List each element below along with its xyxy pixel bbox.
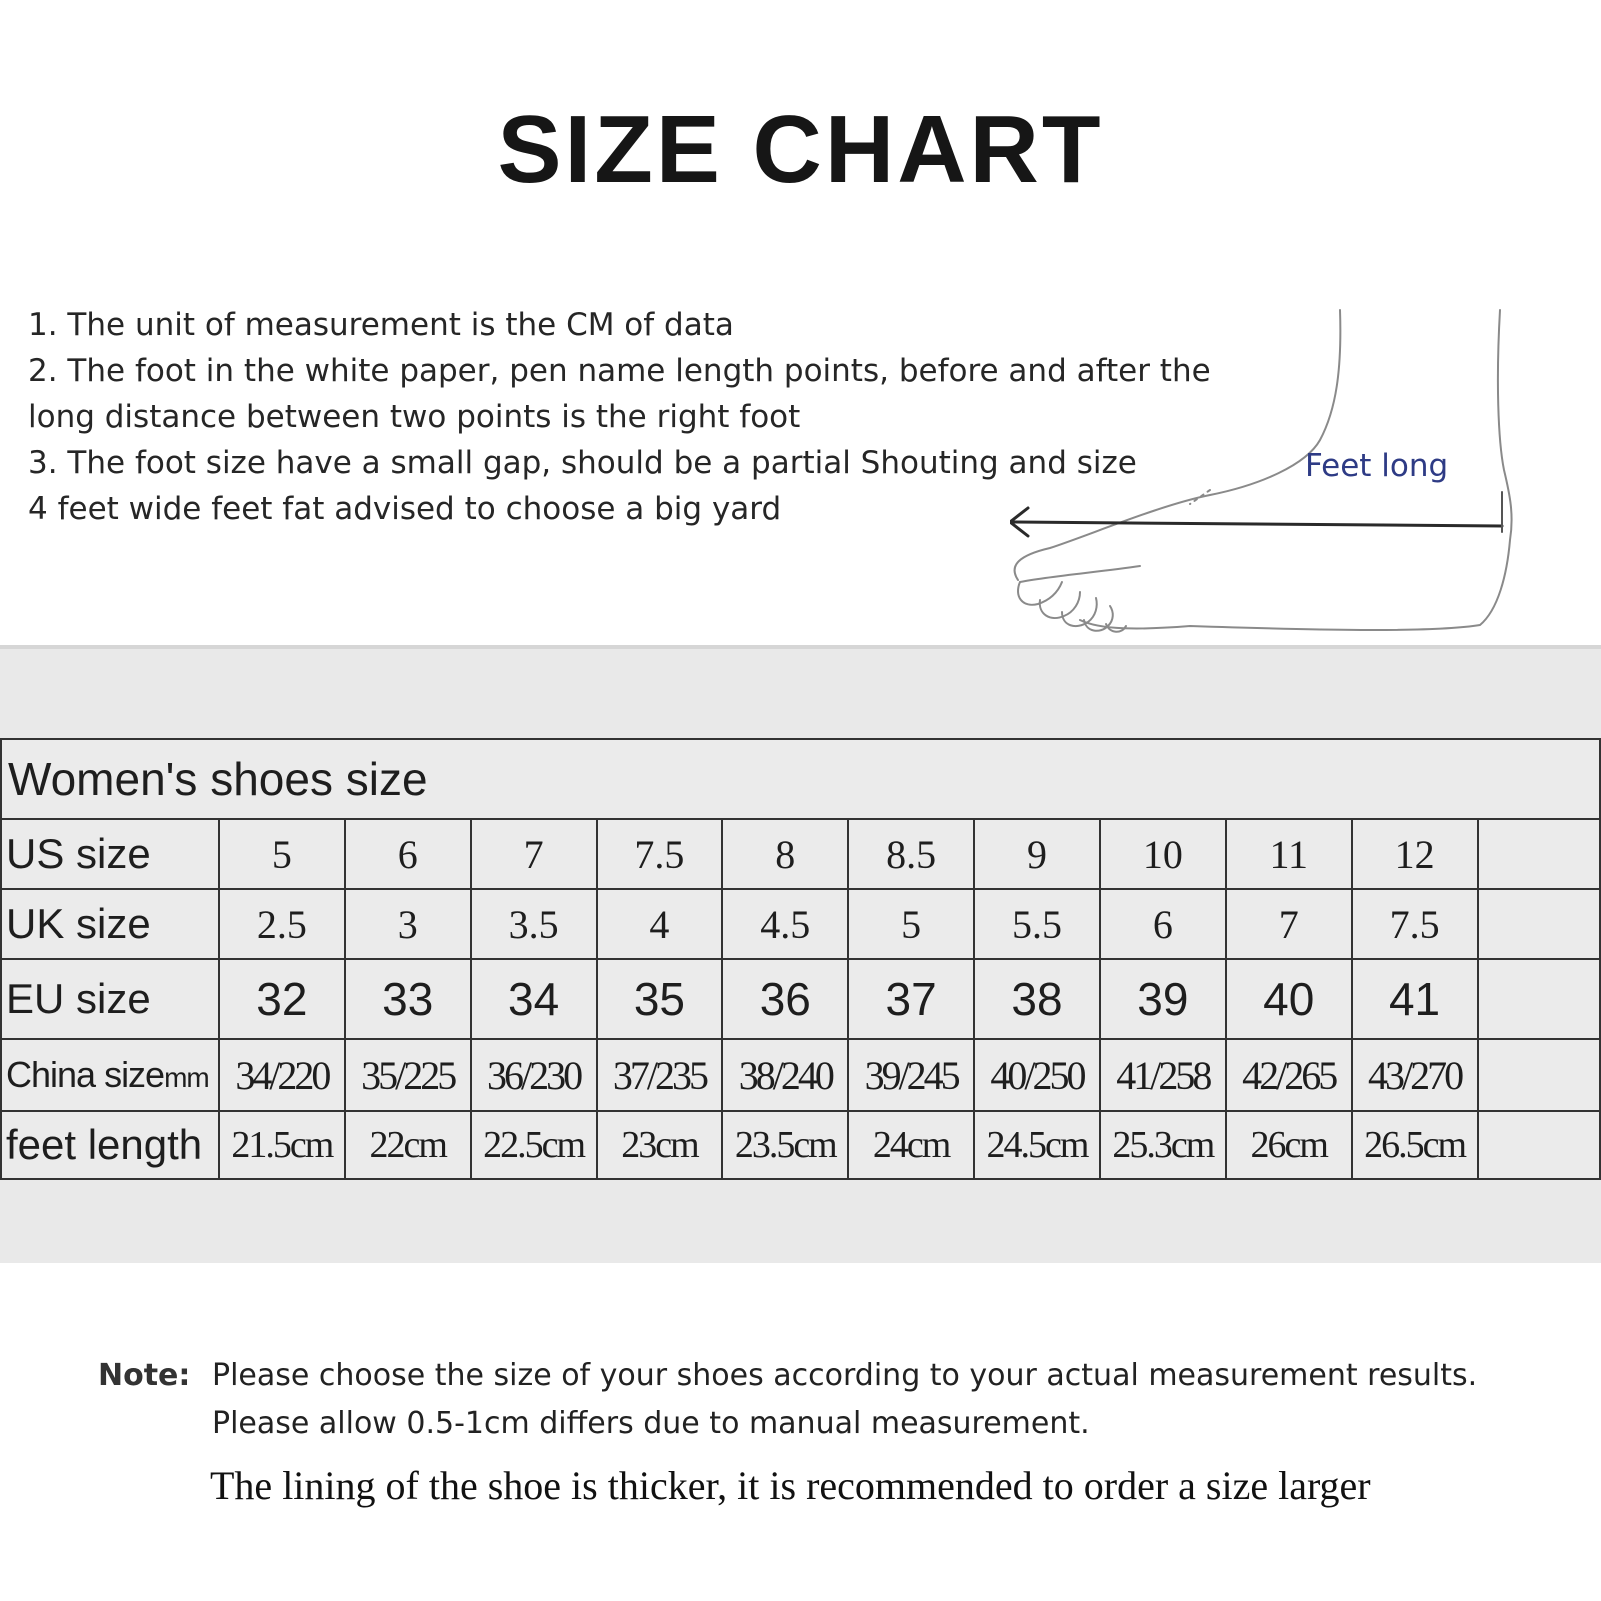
table-cell: 6 — [345, 819, 471, 889]
table-cell: 25.3cm — [1100, 1111, 1226, 1179]
table-cell: 32 — [219, 959, 345, 1039]
table-heading: Women's shoes size — [1, 739, 1600, 819]
table-cell: 26cm — [1226, 1111, 1352, 1179]
table-cell: 9 — [974, 819, 1100, 889]
instruction-item: 4 feet wide feet fat advised to choose a big yard — [28, 491, 782, 527]
band-edge-divider — [0, 645, 1601, 649]
table-cell: 35 — [597, 959, 723, 1039]
row-label-feet-length: feet length — [1, 1111, 219, 1179]
empty-cell — [1478, 1039, 1601, 1111]
table-cell: 24.5cm — [974, 1111, 1100, 1179]
table-cell: 7.5 — [1352, 889, 1478, 959]
table-cell: 38 — [974, 959, 1100, 1039]
table-cell: 37/235 — [597, 1039, 723, 1111]
table-cell: 39/245 — [848, 1039, 974, 1111]
table-cell: 4.5 — [722, 889, 848, 959]
table-cell: 5 — [848, 889, 974, 959]
lining-recommendation: The lining of the shoe is thicker, it is recommended to order a size larger — [210, 1463, 1371, 1508]
table-cell: 38/240 — [722, 1039, 848, 1111]
table-cell: 7.5 — [597, 819, 723, 889]
empty-cell — [1478, 819, 1601, 889]
empty-cell — [1478, 889, 1601, 959]
table-cell: 6 — [1100, 889, 1226, 959]
table-cell: 35/225 — [345, 1039, 471, 1111]
row-label-eu: EU size — [1, 959, 219, 1039]
table-cell: 36 — [722, 959, 848, 1039]
table-cell: 3 — [345, 889, 471, 959]
foot-measurement-illustration — [1010, 300, 1570, 650]
size-table — [0, 738, 1601, 1180]
table-cell: 23.5cm — [722, 1111, 848, 1179]
table-cell: 5.5 — [974, 889, 1100, 959]
table-cell: 22cm — [345, 1111, 471, 1179]
row-label-us: US size — [1, 819, 219, 889]
instruction-item: 1. The unit of measurement is the CM of data — [28, 307, 734, 343]
table-cell: 37 — [848, 959, 974, 1039]
table-cell: 8.5 — [848, 819, 974, 889]
table-cell: 11 — [1226, 819, 1352, 889]
table-cell: 43/270 — [1352, 1039, 1478, 1111]
table-cell: 34 — [471, 959, 597, 1039]
note-line: Please choose the size of your shoes according to your actual measurement results. — [212, 1358, 1478, 1393]
table-cell: 36/230 — [471, 1039, 597, 1111]
table-cell: 12 — [1352, 819, 1478, 889]
page-title: SIZE CHART — [497, 96, 1104, 203]
table-cell: 40/250 — [974, 1039, 1100, 1111]
instruction-item: long distance between two points is the right foot — [28, 399, 801, 435]
table-cell: 10 — [1100, 819, 1226, 889]
row-label-china-unit: mm — [164, 1062, 209, 1093]
table-cell: 8 — [722, 819, 848, 889]
empty-cell — [1478, 1111, 1601, 1179]
instruction-item: 3. The foot size have a small gap, should be a partial Shouting and size — [28, 445, 1137, 481]
row-label-uk: UK size — [1, 889, 219, 959]
table-cell: 21.5cm — [219, 1111, 345, 1179]
table-cell: 22.5cm — [471, 1111, 597, 1179]
table-row-feet-length — [1, 1111, 1600, 1179]
table-cell: 42/265 — [1226, 1039, 1352, 1111]
table-cell: 41 — [1352, 959, 1478, 1039]
table-cell: 7 — [471, 819, 597, 889]
table-cell: 40 — [1226, 959, 1352, 1039]
table-row-uk — [1, 889, 1600, 959]
row-label-china — [1, 1039, 219, 1111]
table-cell: 33 — [345, 959, 471, 1039]
table-cell: 41/258 — [1100, 1039, 1226, 1111]
table-cell: 34/220 — [219, 1039, 345, 1111]
table-cell: 2.5 — [219, 889, 345, 959]
note-label: Note: — [98, 1358, 191, 1393]
table-row-eu — [1, 959, 1600, 1039]
table-cell: 23cm — [597, 1111, 723, 1179]
row-label-china-text: China size — [6, 1054, 165, 1095]
table-cell: 5 — [219, 819, 345, 889]
table-cell: 24cm — [848, 1111, 974, 1179]
table-cell: 26.5cm — [1352, 1111, 1478, 1179]
instruction-item: 2. The foot in the white paper, pen name length points, before and after the — [28, 353, 1211, 389]
table-cell: 39 — [1100, 959, 1226, 1039]
table-cell: 7 — [1226, 889, 1352, 959]
measure-arrow — [1010, 492, 1502, 536]
table-cell: 3.5 — [471, 889, 597, 959]
empty-cell — [1478, 959, 1601, 1039]
table-row-china — [1, 1039, 1600, 1111]
note-line: Please allow 0.5-1cm differs due to manual measurement. — [212, 1406, 1090, 1441]
feet-long-label: Feet long — [1305, 448, 1449, 484]
table-cell: 4 — [597, 889, 723, 959]
table-row-us — [1, 819, 1600, 889]
